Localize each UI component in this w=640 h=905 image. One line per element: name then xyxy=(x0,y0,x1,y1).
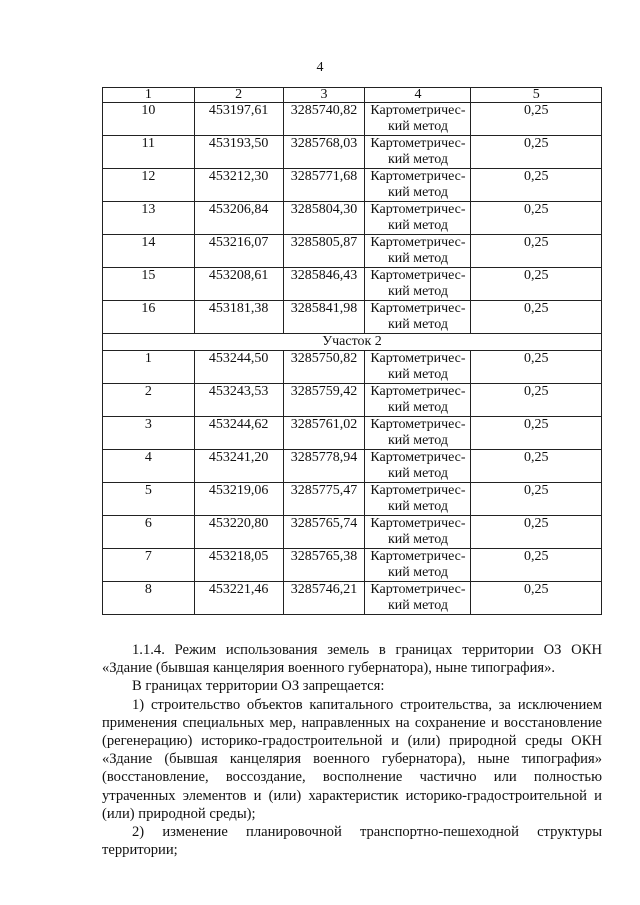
point-number-cell: 3 xyxy=(103,417,195,450)
accuracy-cell: 0,25 xyxy=(471,235,602,268)
y-coordinate-cell: 3285841,98 xyxy=(283,301,365,334)
accuracy-cell: 0,25 xyxy=(471,450,602,483)
accuracy-cell: 0,25 xyxy=(471,268,602,301)
x-coordinate-cell: 453208,61 xyxy=(194,268,283,301)
accuracy-cell: 0,25 xyxy=(471,169,602,202)
y-coordinate-cell: 3285750,82 xyxy=(283,351,365,384)
table-row xyxy=(103,268,602,301)
paragraph-item-2: 2) изменение планировочной транспортно-пешеходной структуры территории; xyxy=(102,824,602,859)
table-row xyxy=(103,103,602,136)
method-cell: Картометричес-кий метод xyxy=(365,450,471,483)
y-coordinate-cell: 3285771,68 xyxy=(283,169,365,202)
y-coordinate-cell: 3285765,38 xyxy=(283,549,365,582)
header-cell: 2 xyxy=(194,88,283,103)
method-cell: Картометричес-кий метод xyxy=(365,384,471,417)
accuracy-cell: 0,25 xyxy=(471,351,602,384)
table-row xyxy=(103,351,602,384)
table-row xyxy=(103,417,602,450)
section-row xyxy=(103,334,602,351)
point-number-cell: 15 xyxy=(103,268,195,301)
x-coordinate-cell: 453244,62 xyxy=(194,417,283,450)
x-coordinate-cell: 453221,46 xyxy=(194,582,283,615)
table-row xyxy=(103,169,602,202)
paragraph-intro: В границах территории ОЗ запрещается: xyxy=(132,678,385,695)
x-coordinate-cell: 453241,20 xyxy=(194,450,283,483)
method-cell: Картометричес-кий метод xyxy=(365,582,471,615)
point-number-cell: 16 xyxy=(103,301,195,334)
accuracy-cell: 0,25 xyxy=(471,301,602,334)
accuracy-cell: 0,25 xyxy=(471,582,602,615)
x-coordinate-cell: 453181,38 xyxy=(194,301,283,334)
table-header-row xyxy=(103,88,602,103)
table-row xyxy=(103,582,602,615)
accuracy-cell: 0,25 xyxy=(471,202,602,235)
y-coordinate-cell: 3285846,43 xyxy=(283,268,365,301)
accuracy-cell: 0,25 xyxy=(471,384,602,417)
body-text xyxy=(102,641,602,859)
header-cell: 1 xyxy=(103,88,195,103)
coordinates-table xyxy=(102,87,602,615)
point-number-cell: 7 xyxy=(103,549,195,582)
x-coordinate-cell: 453219,06 xyxy=(194,483,283,516)
header-cell: 4 xyxy=(365,88,471,103)
paragraph-heading: 1.1.4. Режим использования земель в границах территории ОЗ ОКН «Здание (бывшая канцелярия военного губернатора), ныне типография». xyxy=(102,642,602,677)
method-cell: Картометричес-кий метод xyxy=(365,169,471,202)
x-coordinate-cell: 453220,80 xyxy=(194,516,283,549)
method-cell: Картометричес-кий метод xyxy=(365,136,471,169)
accuracy-cell: 0,25 xyxy=(471,549,602,582)
point-number-cell: 6 xyxy=(103,516,195,549)
point-number-cell: 5 xyxy=(103,483,195,516)
accuracy-cell: 0,25 xyxy=(471,516,602,549)
method-cell: Картометричес-кий метод xyxy=(365,351,471,384)
y-coordinate-cell: 3285740,82 xyxy=(283,103,365,136)
table-row xyxy=(103,301,602,334)
x-coordinate-cell: 453193,50 xyxy=(194,136,283,169)
point-number-cell: 13 xyxy=(103,202,195,235)
y-coordinate-cell: 3285765,74 xyxy=(283,516,365,549)
section-title: Участок 2 xyxy=(103,334,602,351)
table-row xyxy=(103,450,602,483)
x-coordinate-cell: 453212,30 xyxy=(194,169,283,202)
point-number-cell: 10 xyxy=(103,103,195,136)
y-coordinate-cell: 3285805,87 xyxy=(283,235,365,268)
method-cell: Картометричес-кий метод xyxy=(365,268,471,301)
x-coordinate-cell: 453216,07 xyxy=(194,235,283,268)
method-cell: Картометричес-кий метод xyxy=(365,483,471,516)
paragraph-item-1: 1) строительство объектов капитального строительства, за исключением применения специальных мер, направленных на сохранение и восстановление (регенерацию) историко-градостроительной и (или) природной среды ОКН «Здание (бывшая канцелярия военного губернатора), ныне типография» (восстановление, воссоздание, восполнение частично или полностью утраченных элементов и (или) характеристик историко-градостроительной и (или) природной среды); xyxy=(102,696,602,822)
method-cell: Картометричес-кий метод xyxy=(365,235,471,268)
point-number-cell: 12 xyxy=(103,169,195,202)
point-number-cell: 14 xyxy=(103,235,195,268)
method-cell: Картометричес-кий метод xyxy=(365,301,471,334)
method-cell: Картометричес-кий метод xyxy=(365,549,471,582)
accuracy-cell: 0,25 xyxy=(471,483,602,516)
header-cell: 3 xyxy=(283,88,365,103)
method-cell: Картометричес-кий метод xyxy=(365,417,471,450)
point-number-cell: 8 xyxy=(103,582,195,615)
table-row xyxy=(103,136,602,169)
y-coordinate-cell: 3285761,02 xyxy=(283,417,365,450)
method-cell: Картометричес-кий метод xyxy=(365,202,471,235)
table-row xyxy=(103,384,602,417)
accuracy-cell: 0,25 xyxy=(471,136,602,169)
y-coordinate-cell: 3285775,47 xyxy=(283,483,365,516)
x-coordinate-cell: 453243,53 xyxy=(194,384,283,417)
table-row xyxy=(103,516,602,549)
point-number-cell: 1 xyxy=(103,351,195,384)
y-coordinate-cell: 3285759,42 xyxy=(283,384,365,417)
y-coordinate-cell: 3285804,30 xyxy=(283,202,365,235)
y-coordinate-cell: 3285778,94 xyxy=(283,450,365,483)
y-coordinate-cell: 3285746,21 xyxy=(283,582,365,615)
x-coordinate-cell: 453197,61 xyxy=(194,103,283,136)
accuracy-cell: 0,25 xyxy=(471,103,602,136)
x-coordinate-cell: 453218,05 xyxy=(194,549,283,582)
table-row xyxy=(103,202,602,235)
table-row xyxy=(103,483,602,516)
page-number: 4 xyxy=(316,60,324,75)
header-cell: 5 xyxy=(471,88,602,103)
point-number-cell: 4 xyxy=(103,450,195,483)
accuracy-cell: 0,25 xyxy=(471,417,602,450)
table-row xyxy=(103,549,602,582)
x-coordinate-cell: 453206,84 xyxy=(194,202,283,235)
point-number-cell: 11 xyxy=(103,136,195,169)
point-number-cell: 2 xyxy=(103,384,195,417)
method-cell: Картометричес-кий метод xyxy=(365,103,471,136)
method-cell: Картометричес-кий метод xyxy=(365,516,471,549)
y-coordinate-cell: 3285768,03 xyxy=(283,136,365,169)
x-coordinate-cell: 453244,50 xyxy=(194,351,283,384)
table-row xyxy=(103,235,602,268)
